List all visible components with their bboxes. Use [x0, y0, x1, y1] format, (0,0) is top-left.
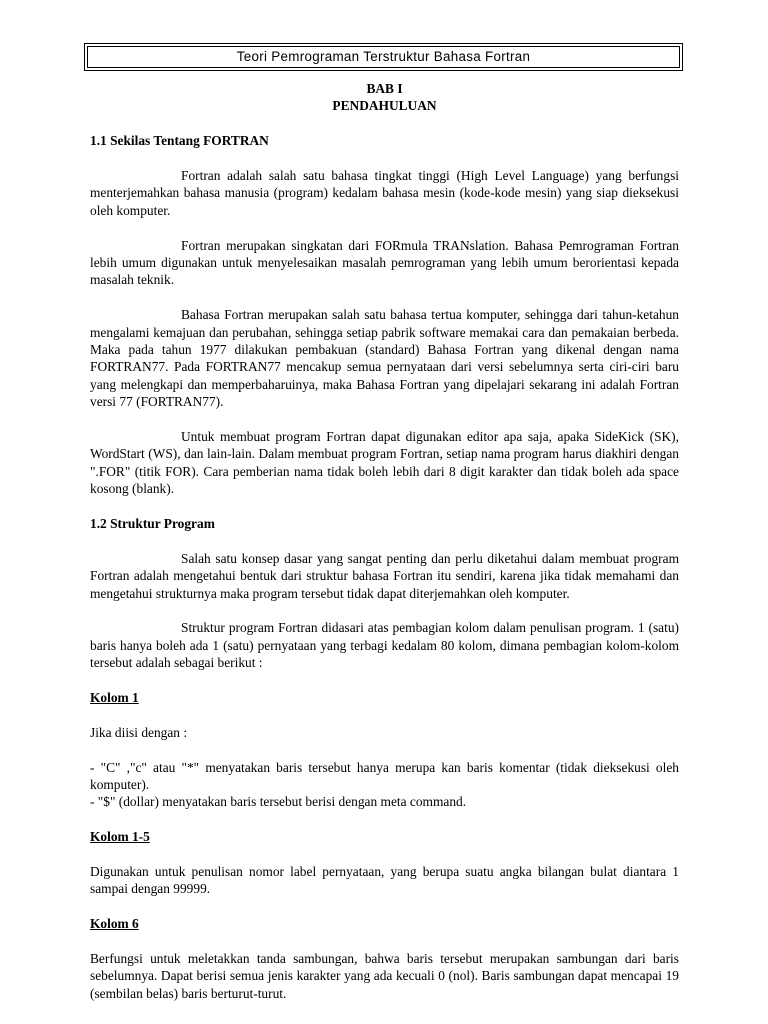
chapter-heading	[90, 80, 679, 115]
paragraph: Fortran merupakan singkatan dari FORmula TRANslation. Bahasa Pemrograman Fortran lebih umum digunakan untuk menyelesaikan masalah pemrograman yang lebih umum berorientasi kepada masalah teknik.	[90, 237, 679, 288]
paragraph: Untuk membuat program Fortran dapat digunakan editor apa saja, apaka SideKick (SK), WordStart (WS), dan lain-lain. Dalam membuat program Fortran, setiap nama program harus diakhiri dengan ".FOR" (titik FOR). Cara pemberian nama tidak boleh lebih dari 8 digit karakter dan tidak boleh ada space kosong (blank).	[90, 429, 679, 497]
section-heading-1-2: 1.2 Struktur Program	[90, 516, 215, 532]
paragraph: Berfungsi untuk meletakkan tanda sambungan, bahwa baris tersebut merupakan sambungan dari baris sebelumnya. Dapat berisi semua jenis karakter yang ada kecuali 0 (nol). Baris sambungan dapat mencapai 19 (sembilan belas) baris berturut-turut.	[90, 951, 679, 1001]
section-heading-1-1: 1.1 Sekilas Tentang FORTRAN	[90, 133, 269, 149]
list-item: - "$" (dollar) menyatakan baris tersebut berisi dengan meta command.	[90, 794, 467, 810]
document-body	[90, 80, 679, 1002]
paragraph: Digunakan untuk penulisan nomor label pernyataan, yang berupa suatu angka bilangan bulat diantara 1 sampai dengan 99999.	[90, 864, 679, 897]
chapter-title: PENDAHULUAN	[332, 98, 437, 114]
paragraph: Bahasa Fortran merupakan salah satu bahasa tertua komputer, sehingga dari tahun-ketahun mengalami kemajuan dan perubahan, sehingga setiap pabrik software memakai cara dan pemakaian berbeda. Maka pada tahun 1977 dilakukan pembakuan (standard) Bahasa Fortran yang dikenal dengan nama FORTRAN77. Pada FORTRAN77 mencakup semua pernyataan dari versi sebelumnya serta ciri-ciri baru yang melengkapi dan memperbaharuinya, maka Bahasa Fortran yang dipelajari sekarang ini adalah Fortran versi 77 (FORTRAN77).	[90, 307, 679, 410]
page-header-title: Teori Pemrograman Terstruktur Bahasa Fortran	[87, 46, 680, 68]
kolom-1-heading: Kolom 1	[90, 690, 139, 706]
chapter-number: BAB I	[366, 81, 403, 96]
paragraph: Jika diisi dengan :	[90, 724, 188, 740]
kolom-1-5-heading: Kolom 1-5	[90, 829, 150, 845]
paragraph: Struktur program Fortran didasari atas pembagian kolom dalam penulisan program. 1 (satu) baris hanya boleh ada 1 (satu) pernyataan yang terbagi kedalam 80 kolom, dimana pembagian kolom-kolom tersebut adalah sebagai berikut :	[90, 620, 679, 671]
kolom-6-heading: Kolom 6	[90, 916, 139, 932]
list-item: - "C" ,"c" atau "*" menyatakan baris tersebut hanya merupa kan baris komentar (tidak dieksekusi oleh komputer).	[90, 759, 679, 793]
paragraph: Salah satu konsep dasar yang sangat penting dan perlu diketahui dalam membuat program Fortran adalah mengetahui bentuk dari struktur bahasa Fortran itu sendiri, karena jika tidak memahami dan mengetahui strukturnya maka program tersebut tidak dapat diterjemahkan oleh komputer.	[90, 550, 679, 601]
paragraph: Fortran adalah salah satu bahasa tingkat tinggi (High Level Language) yang berfungsi menterjemahkan bahasa manusia (program) kedalam bahasa mesin (kode-kode mesin) yang siap dieksekusi oleh komputer.	[90, 167, 679, 218]
page-header-box	[84, 43, 683, 71]
